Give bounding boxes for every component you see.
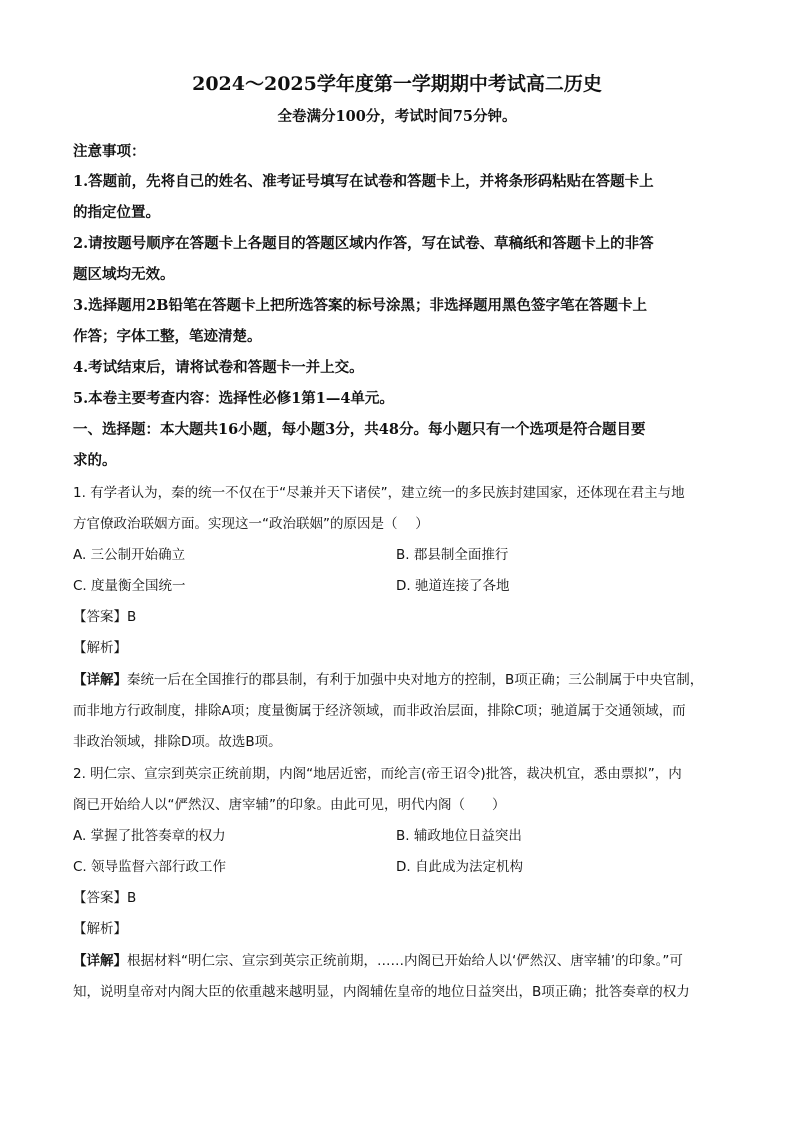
answer-line (73, 888, 136, 908)
detail-text: 根据材料“明仁宗、宣宗到英宗正统前期，……内阁已开始给人以‘俨然汉、唐宰辅’的印象。”可 (127, 953, 683, 969)
answer-value: B (127, 609, 137, 625)
page-subtitle: 全卷满分100分，考试时间75分钟。 (277, 108, 517, 125)
detail-tag: 【详解】 (73, 953, 127, 969)
analysis-tag: 【解析】 (73, 640, 127, 656)
answer-value: B (127, 890, 137, 906)
question-stem: 2. 明仁宗、宣宗到英宗正统前期，内阁“地居近密，而纶言(帝王诏令)批答，裁决机宜，悉由票拟”，内 (73, 766, 682, 782)
notice-item: 作答；字体工整，笔迹清楚。 (73, 328, 262, 345)
notice-heading: 注意事项： (73, 143, 146, 160)
analysis-tag: 【解析】 (73, 921, 127, 937)
option-b: B. 郡县制全面推行 (396, 547, 509, 563)
notice-item: 3.选择题用2B铅笔在答题卡上把所选答案的标号涂黑；非选择题用黑色签字笔在答题卡上 (73, 297, 647, 314)
option-a: A. 掌握了批答奏章的权力 (73, 828, 226, 844)
section-heading: 求的。 (73, 452, 117, 469)
detail-text: 知，说明皇帝对内阁大臣的依重越来越明显，内阁辅佐皇帝的地位日益突出，B项正确；批答奏章的权力 (73, 984, 690, 1000)
question-stem: 方官僚政治联姻方面。实现这一“政治联姻”的原因是（ ） (73, 516, 429, 532)
question-stem: 1. 有学者认为，秦的统一不仅在于“尽兼并天下诸侯”，建立统一的多民族封建国家，还体现在君主与地 (73, 485, 685, 501)
option-b: B. 辅政地位日益突出 (396, 828, 522, 844)
question-stem: 阁已开始给人以“俨然汉、唐宰辅”的印象。由此可见，明代内阁（ ） (73, 797, 506, 813)
option-d: D. 驰道连接了各地 (396, 578, 510, 594)
answer-line (73, 607, 136, 627)
detail-line (73, 670, 703, 690)
detail-text: 秦统一后在全国推行的郡县制，有利于加强中央对地方的控制，B项正确；三公制属于中央官制， (127, 672, 704, 688)
notice-item: 5.本卷主要考查内容：选择性必修1第1—4单元。 (73, 390, 394, 407)
answer-tag: 【答案】 (73, 609, 127, 625)
notice-item: 题区域均无效。 (73, 266, 175, 283)
detail-text: 非政治领域，排除D项。故选B项。 (73, 734, 282, 750)
notice-item: 的指定位置。 (73, 204, 160, 221)
notice-item: 4.考试结束后，请将试卷和答题卡一并上交。 (73, 359, 364, 376)
section-heading: 一、选择题：本大题共16小题，每小题3分，共48分。每小题只有一个选项是符合题目要 (73, 421, 646, 438)
option-a: A. 三公制开始确立 (73, 547, 186, 563)
option-c: C. 领导监督六部行政工作 (73, 859, 227, 875)
option-c: C. 度量衡全国统一 (73, 578, 186, 594)
page-title: 2024～2025学年度第一学期期中考试高二历史 (192, 73, 602, 95)
notice-item: 1.答题前，先将自己的姓名、准考证号填写在试卷和答题卡上，并将条形码粘贴在答题卡上 (73, 173, 654, 190)
answer-tag: 【答案】 (73, 890, 127, 906)
notice-item: 2.请按题号顺序在答题卡上各题目的答题区域内作答，写在试卷、草稿纸和答题卡上的非答 (73, 235, 654, 252)
option-d: D. 自此成为法定机构 (396, 859, 523, 875)
detail-text: 而非地方行政制度，排除A项；度量衡属于经济领域，而非政治层面，排除C项；驰道属于交通领域，而 (73, 703, 686, 719)
detail-tag: 【详解】 (73, 672, 127, 688)
detail-line (73, 951, 683, 971)
